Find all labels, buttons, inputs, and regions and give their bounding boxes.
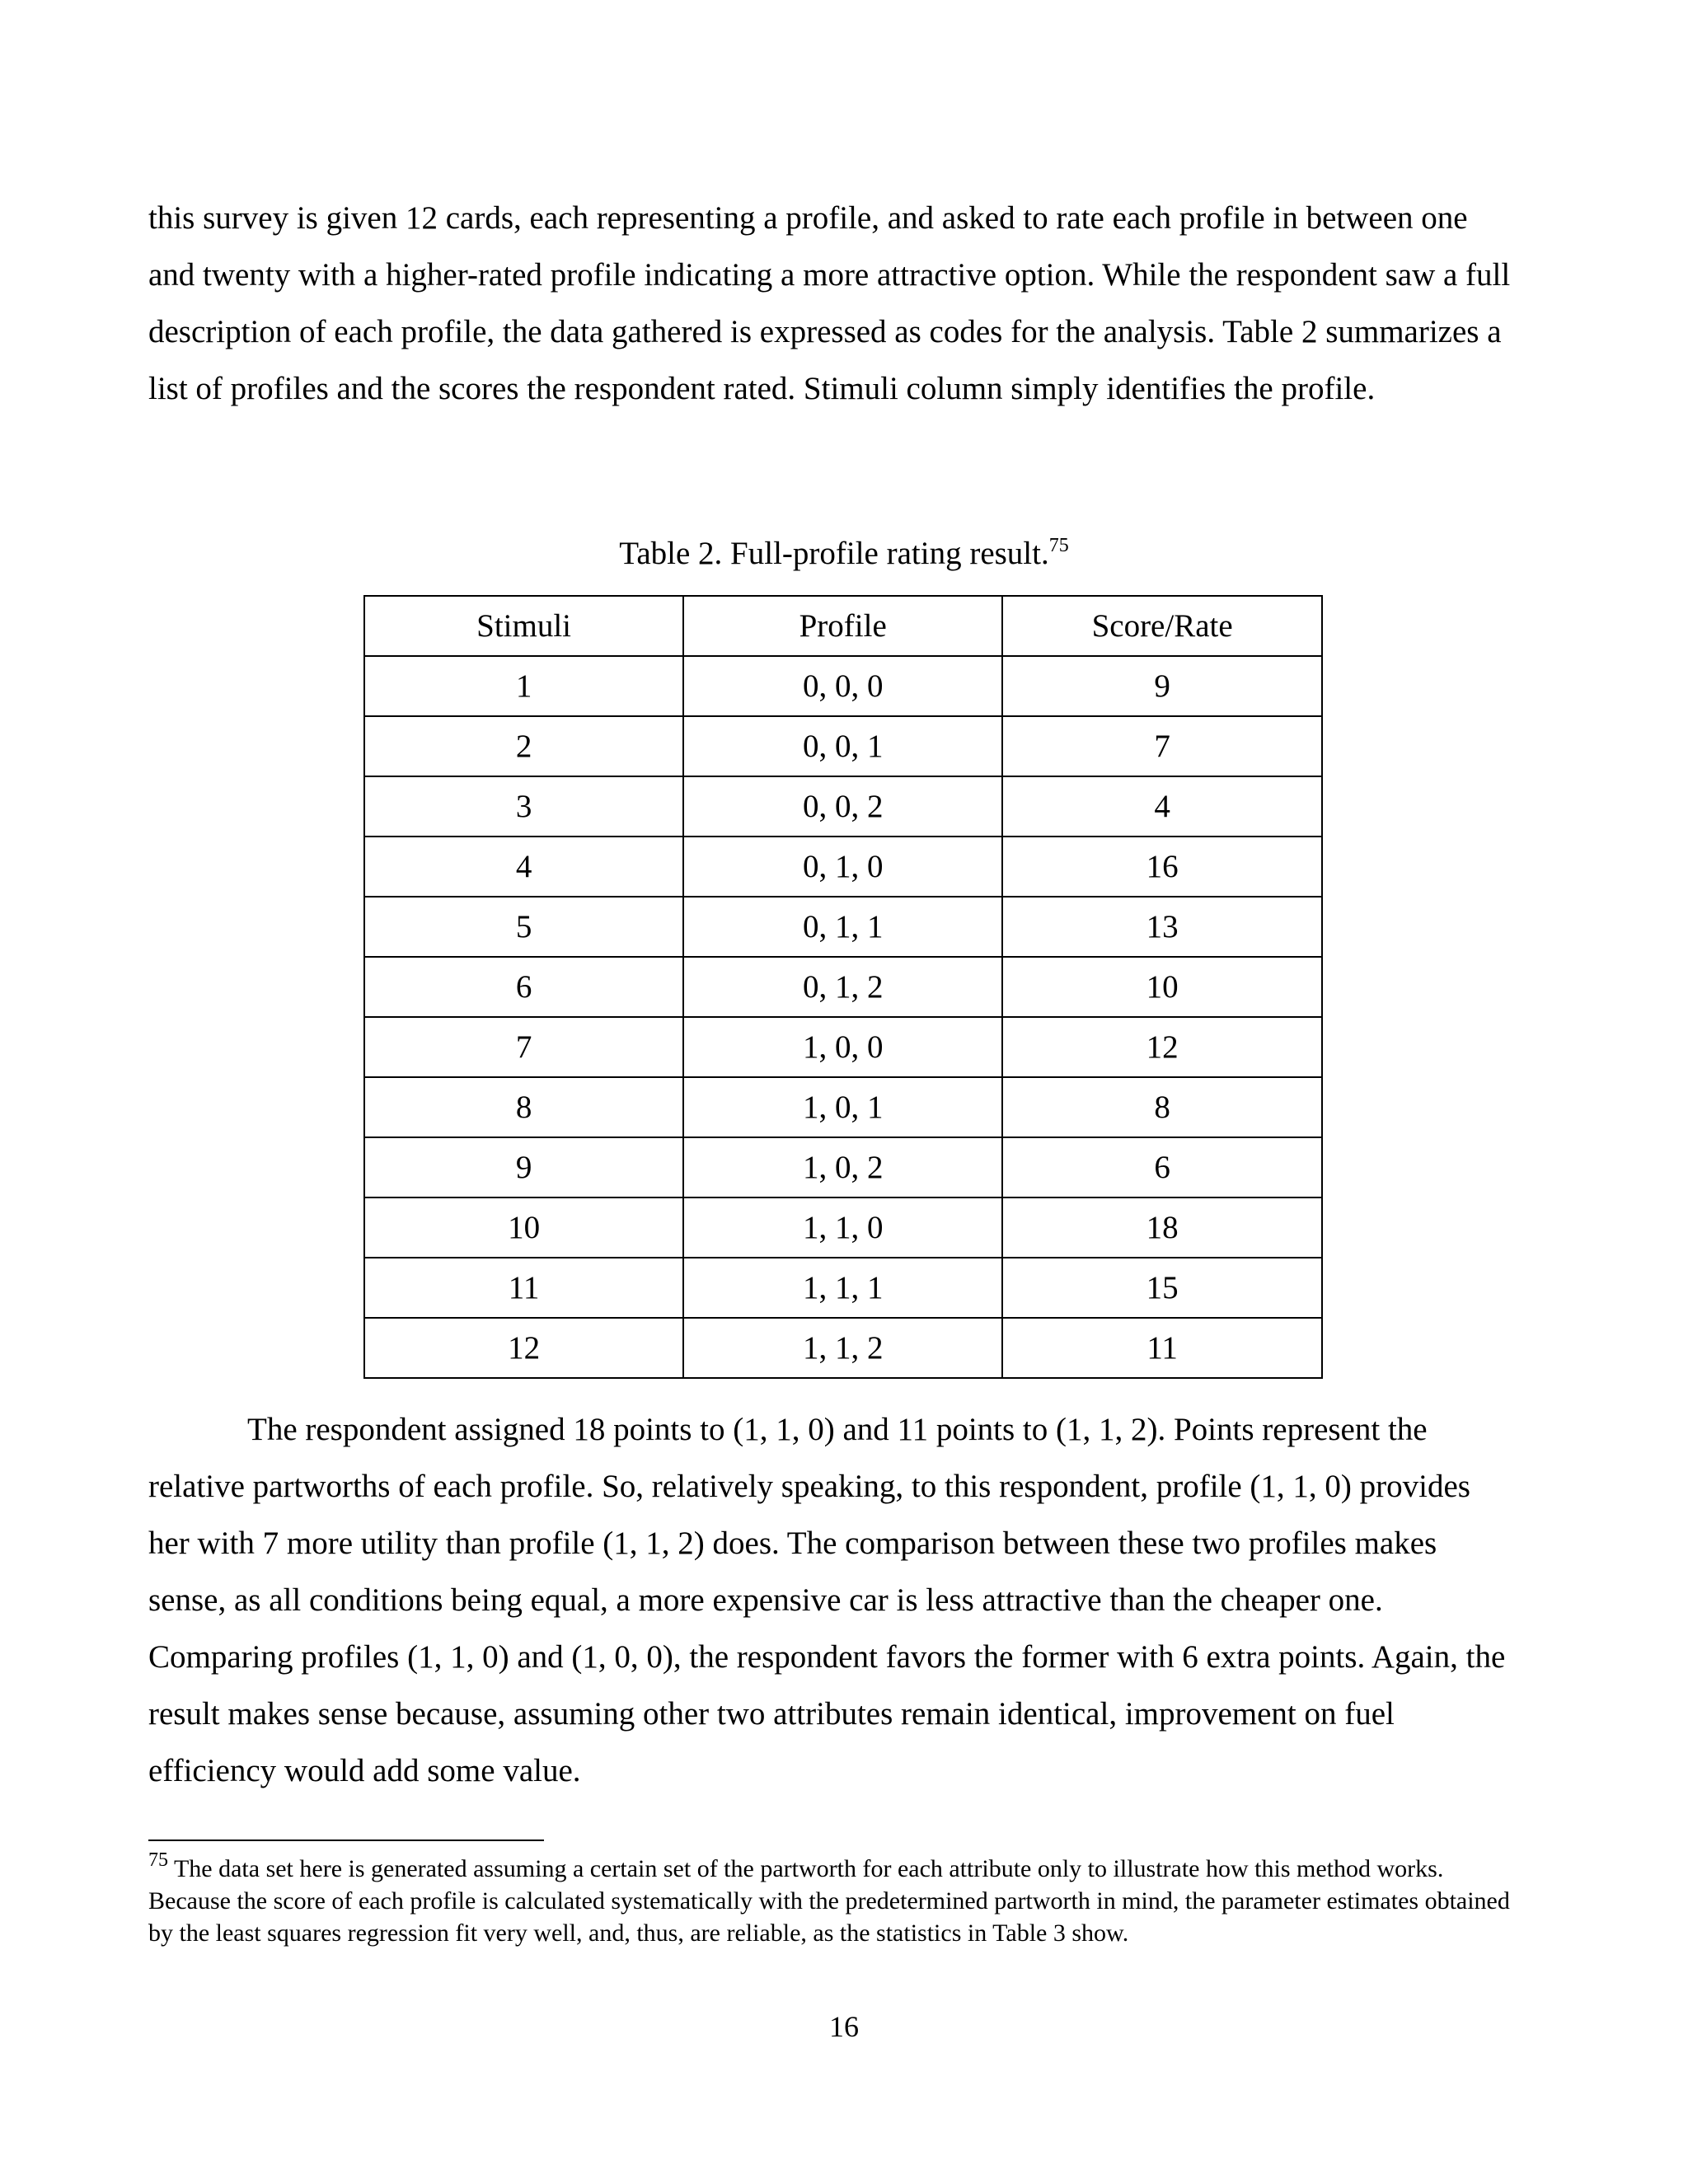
header-stimuli: Stimuli	[364, 596, 683, 656]
footnote-number: 75	[148, 1849, 168, 1871]
cell-stimuli: 2	[364, 716, 683, 776]
cell-profile: 1, 0, 1	[683, 1077, 1002, 1137]
table-row	[364, 1258, 1322, 1318]
cell-profile: 0, 0, 1	[683, 716, 1002, 776]
cell-profile: 0, 0, 0	[683, 656, 1002, 716]
cell-profile: 1, 0, 2	[683, 1137, 1002, 1197]
page-number: 16	[829, 2010, 859, 2043]
table-row	[364, 716, 1322, 776]
cell-stimuli: 7	[364, 1017, 683, 1077]
table-row	[364, 1318, 1322, 1378]
cell-profile: 0, 0, 2	[683, 776, 1002, 837]
table-body	[364, 656, 1322, 1378]
table-row	[364, 957, 1322, 1017]
header-profile: Profile	[683, 596, 1002, 656]
table-row	[364, 1017, 1322, 1077]
cell-stimuli: 3	[364, 776, 683, 837]
cell-score: 6	[1002, 1137, 1322, 1197]
footnote	[148, 1849, 1517, 1949]
cell-stimuli: 6	[364, 957, 683, 1017]
cell-score: 18	[1002, 1197, 1322, 1258]
table-row	[364, 776, 1322, 837]
body-paragraph-1: this survey is given 12 cards, each representing a profile, and asked to rate each profile in between one and twenty with a higher-rated profile indicating a more attractive option. While the respondent saw a full description of each profile, the data gathered is expressed as codes for the analysis. Table 2 summarizes a list of profiles and the scores the respondent rated. Stimuli column simply identifies the profile.	[148, 200, 1511, 406]
header-score: Score/Rate	[1002, 596, 1322, 656]
table-row	[364, 1137, 1322, 1197]
cell-score: 8	[1002, 1077, 1322, 1137]
cell-profile: 0, 1, 1	[683, 897, 1002, 957]
table-row	[364, 1197, 1322, 1258]
table-row	[364, 897, 1322, 957]
cell-profile: 1, 1, 0	[683, 1197, 1002, 1258]
cell-stimuli: 1	[364, 656, 683, 716]
cell-score: 9	[1002, 656, 1322, 716]
cell-stimuli: 9	[364, 1137, 683, 1197]
cell-profile: 1, 1, 2	[683, 1318, 1002, 1378]
cell-stimuli: 10	[364, 1197, 683, 1258]
cell-profile: 1, 0, 0	[683, 1017, 1002, 1077]
cell-score: 11	[1002, 1318, 1322, 1378]
cell-score: 15	[1002, 1258, 1322, 1318]
cell-stimuli: 11	[364, 1258, 683, 1318]
table-caption-text: Table 2. Full-profile rating result.	[619, 536, 1049, 571]
cell-stimuli: 5	[364, 897, 683, 957]
cell-profile: 0, 1, 2	[683, 957, 1002, 1017]
cell-score: 16	[1002, 837, 1322, 897]
cell-profile: 0, 1, 0	[683, 837, 1002, 897]
table-row	[364, 656, 1322, 716]
cell-stimuli: 4	[364, 837, 683, 897]
footnote-reference: 75	[1048, 535, 1069, 556]
cell-score: 4	[1002, 776, 1322, 837]
rating-table	[363, 595, 1323, 1379]
footnote-divider	[148, 1840, 544, 1841]
cell-score: 10	[1002, 957, 1322, 1017]
cell-score: 7	[1002, 716, 1322, 776]
table-row	[364, 1077, 1322, 1137]
table-row	[364, 837, 1322, 897]
cell-profile: 1, 1, 1	[683, 1258, 1002, 1318]
body-paragraph-2: The respondent assigned 18 points to (1, 1, 0) and 11 points to (1, 1, 2). Points represent the relative partworths of each profile. So, relatively speaking, to this respondent, profile (1, 1, 0) provides her with 7 more utility than profile (1, 1, 2) does. The comparison between these two profiles makes sense, as all conditions being equal, a more expensive car is less attractive than the cheaper one. Comparing profiles (1, 1, 0) and (1, 0, 0), the respondent favors the former with 6 extra points. Again, the result makes sense because, assuming other two attributes remain identical, improvement on fuel efficiency would add some value.	[148, 1412, 1506, 1788]
cell-score: 12	[1002, 1017, 1322, 1077]
footnote-text: The data set here is generated assuming a certain set of the partworth for each attribute only to illustrate how this method works. Because the score of each profile is calculated systematically with the predetermined partworth in mind, the parameter estimates obtained by the least squares regression fit very well, and, thus, are reliable, as the statistics in Table 3 show.	[148, 1855, 1510, 1947]
cell-score: 13	[1002, 897, 1322, 957]
table-header-row	[364, 596, 1322, 656]
cell-stimuli: 8	[364, 1077, 683, 1137]
cell-stimuli: 12	[364, 1318, 683, 1378]
table-caption	[0, 534, 1688, 574]
